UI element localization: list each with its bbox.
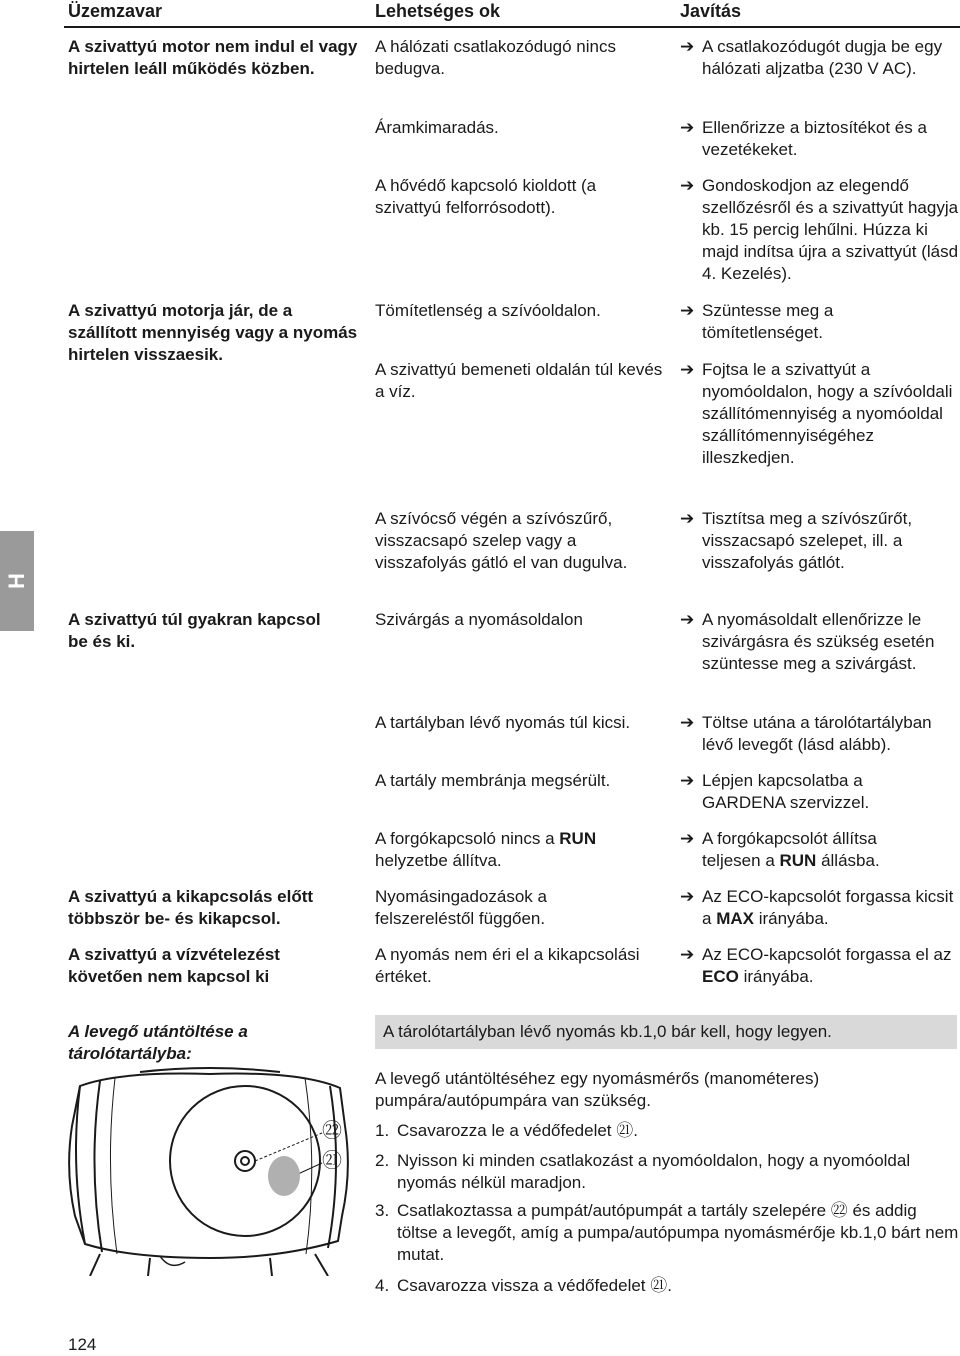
refill-step: 4. Csavarozza vissza a védőfedelet ㉑. [375,1276,672,1295]
callout-22: ㉒ [322,1120,342,1142]
header-symptom: Üzemzavar [68,1,163,21]
arrow-right-icon: ➔ [680,37,695,56]
section-caption: A levegő utántöltése a tárolótartályba: [68,1022,248,1063]
arrow-right-icon: ➔ [680,713,695,732]
pressure-note-box: A tárolótartályban lévő nyomás kb.1,0 bár kell, hogy legyen. [375,1015,957,1049]
cause: A szívócső végén a szívószűrő, visszacsapó szelep vagy a visszafolyás gátló el van dugulva. [375,509,628,572]
fix: ➔ Az ECO-kapcsolót forgassa kicsit a MAX irányába. [680,887,954,928]
fix: ➔ Töltse utána a tárolótartályban lévő levegőt (lásd alább). [680,713,932,754]
page-number: 124 [68,1335,97,1354]
arrow-right-icon: ➔ [680,771,695,790]
cause: Nyomásingadozások a felszereléstől függően. [375,887,547,928]
refill-step: 2. Nyisson ki minden csatlakozást a nyomóoldalon, hogy a nyomóoldal nyomás nélkül maradjon. [375,1151,911,1192]
fix: ➔ Gondoskodjon az elegendő szellőzésről és a szivattyút hagyja kb. 15 percig lehűlni. Húzza ki majd indítsa újra a szivattyút (lásd 4. Kezelés). [680,176,959,283]
cause: Tömítetlenség a szívóoldalon. [375,301,601,320]
fix: ➔ A csatlakozódugót dugja be egy hálózati aljzatba (230 V AC). [680,37,943,78]
cause: A forgókapcsoló nincs a RUN helyzetbe állítva. [375,829,597,870]
cause: Áramkimaradás. [375,118,499,137]
fix: ➔ A nyomásoldalt ellenőrizze le szivárgásra és szükség esetén szüntesse meg a szivárgást. [680,610,935,673]
arrow-right-icon: ➔ [680,118,695,137]
header-divider [64,26,960,28]
symptom-cycling-before-off: A szivattyú a kikapcsolás előtt többször be- és kikapcsol. [68,887,314,928]
fix: ➔ Tisztítsa meg a szívószűrőt, visszacsapó szelepet, ill. a visszafolyás gátlót. [680,509,913,572]
arrow-right-icon: ➔ [680,360,695,379]
header-fix: Javítás [680,1,742,21]
cause: A nyomás nem éri el a kikapcsolási értéket. [375,945,640,986]
pressure-tank-illustration [60,1066,360,1276]
fix: ➔ Ellenőrizze a biztosítékot és a vezetékeket. [680,118,927,159]
cause: A hővédő kapcsoló kioldott (a szivattyú felforrósodott). [375,176,597,217]
fix: ➔ Szüntesse meg a tömítetlenséget. [680,301,834,342]
arrow-right-icon: ➔ [680,301,695,320]
fix: ➔ Fojtsa le a szivattyút a nyomóoldalon, hogy a szívóoldali szállítómennyiség a nyomóoldal szállítómennyiségéhez illeszkedjen. [680,360,953,467]
arrow-right-icon: ➔ [680,176,695,195]
symptom-flow-drop: A szivattyú motorja jár, de a szállított mennyiség vagy a nyomás hirtelen visszaesik. [68,301,358,364]
cause: A hálózati csatlakozódugó nincs bedugva. [375,37,616,78]
cause: A tartályban lévő nyomás túl kicsi. [375,713,631,732]
refill-step: 1. Csavarozza le a védőfedelet ㉑. [375,1121,638,1140]
arrow-right-icon: ➔ [680,610,695,629]
header-cause: Lehetséges ok [375,1,501,21]
fix: ➔ Az ECO-kapcsolót forgassa el az ECO irányába. [680,945,952,986]
arrow-right-icon: ➔ [680,509,695,528]
cause: A szivattyú bemeneti oldalán túl kevés a víz. [375,360,663,401]
cause: Szivárgás a nyomásoldalon [375,610,583,629]
fix: ➔ Lépjen kapcsolatba a GARDENA szervizzel. [680,771,870,812]
arrow-right-icon: ➔ [680,887,695,906]
arrow-right-icon: ➔ [680,945,695,964]
refill-intro: A levegő utántöltéséhez egy nyomásmérős (manométeres) pumpára/autópumpára van szükség. [375,1069,820,1110]
protective-cap-highlight [268,1156,300,1196]
symptom-no-switch-off: A szivattyú a vízvételezést követően nem kapcsol ki [68,945,280,986]
symptom-frequent-cycling: A szivattyú túl gyakran kapcsol be és ki. [68,610,321,651]
refill-step: 3. Csatlakoztassa a pumpát/autópumpát a tartály szelepére ㉒ és addig töltse a levegőt, amíg a pumpa/autópumpa nyomásmérője kb.1,0 bárt nem mutat. [375,1201,959,1264]
symptom-motor-not-start: A szivattyú motor nem indul el vagy hirtelen leáll működés közben. [68,37,358,78]
language-side-tab: H [0,531,34,631]
callout-21: ㉑ [322,1150,342,1172]
cause: A tartály membránja megsérült. [375,771,611,790]
arrow-right-icon: ➔ [680,829,695,848]
fix: ➔ A forgókapcsolót állítsa teljesen a RUN állásba. [680,829,880,870]
